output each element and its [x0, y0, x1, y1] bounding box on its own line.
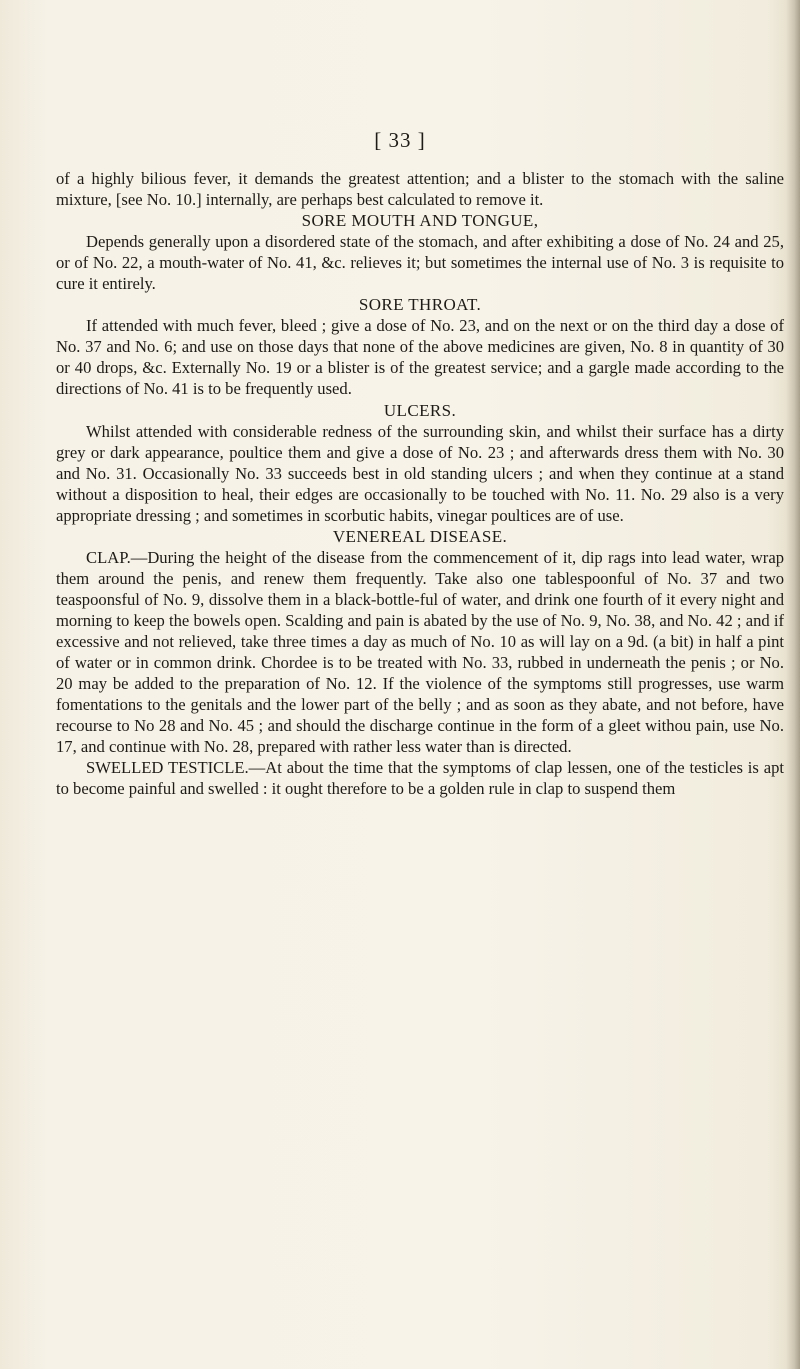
paragraph: Whilst attended with considerable redness of the surrounding skin, and whilst their surface has a dirty grey or dark appearance, poultice them and give a dose of No. 23 ; and afterwards dress them with No. 30 and No. 31. Occasionally No. 33 succeeds best in old standing ulcers ; and when they continue at a stand without a disposition to heal, their edges are occasionally to be touched with No. 11. No. 29 also is a very appropriate dressing ; and sometimes in scorbutic habits, vinegar poultices are of use. [56, 421, 784, 525]
paragraph: of a highly bilious fever, it demands the greatest attention; and a blister to the stomach with the saline mixture, [see No. 10.] internally, are perhaps best calculated to remove it. [56, 169, 784, 210]
paragraph: Depends generally upon a disordered state of the stomach, and after exhibiting a dose of No. 24 and 25, or of No. 22, a mouth-water of No. 41, &c. relieves it; but sometimes the internal use of No. 3 is requisite to cure it entirely. [56, 232, 784, 294]
paragraph: CLAP.—During the height of the disease from the commencement of it, dip rags into lead water, wrap them around the penis, and renew them frequently. Take also one tablespoonful of No. 37 and two teaspoonsful of No. 9, dissolve them in a black-bottle-ful of water, and drink one fourth of it every night and morning to keep the bowels open. Scalding and pain is abated by the use of No. 9, No. 38, and No. 42 ; and if excessive and not relieved, take three times a day as much of No. 10 as will lay on a 9d. (a bit) in half a pint of water or in common drink. Chordee is to be treated with No. 33, rubbed in underneath the penis ; or No. 20 may be added to the preparation of No. 12. If the violence of the symptoms still progresses, use warm fomentations to the genitals and the lower part of the belly ; and as soon as they abate, and not before, have recourse to No 28 and No. 45 ; and should the discharge continue in the form of a gleet withou pain, use No. 17, and continue with No. 28, prepared with rather less water than is directed. [56, 547, 784, 757]
section-heading: VENEREAL DISEASE. [332, 526, 508, 546]
section-heading: SORE THROAT. [358, 295, 482, 315]
section-heading: SORE MOUTH AND TONGUE, [301, 211, 539, 231]
page-edge-shadow [786, 0, 800, 1369]
paragraph: If attended with much fever, bleed ; give a dose of No. 23, and on the next or on the third day a dose of No. 37 and No. 6; and use on those days that none of the above medicines are given, No. 8 in quantity of 30 or 40 drops, &c. Externally No. 19 or a blister is of the greatest service; and a gargle made according to the directions of No. 41 is to be frequently used. [56, 316, 784, 399]
page-number: [ 33 ] [374, 128, 426, 152]
body-text [56, 168, 784, 799]
paragraph: SWELLED TESTICLE.—At about the time that the symptoms of clap lessen, one of the testicles is apt to become painful and swelled : it ought therefore to be a golden rule in clap to suspend them [56, 758, 784, 799]
section-heading: ULCERS. [383, 400, 457, 420]
